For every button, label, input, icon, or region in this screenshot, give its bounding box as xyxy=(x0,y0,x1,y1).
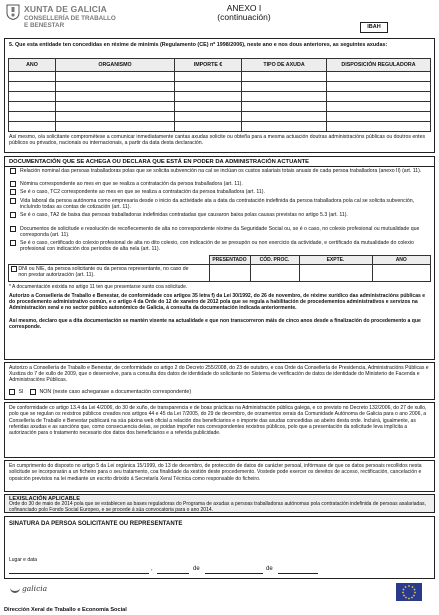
transparency-box xyxy=(4,402,435,458)
dni-item-text: DNI ou NIE, da persoa solicitante ou da persoa representante, no caso de non prestar autorización (art. 11). xyxy=(18,266,189,278)
doc-item[interactable]: Documentos de solicitude e resolución de recoñecemento de alta no correspondente réxime da Seguridade Social ou, se é o caso, no colexio profesional ou mutualidade que corresponda (art. 11). xyxy=(10,226,424,238)
table-row xyxy=(9,102,431,112)
consent-yes-checkbox[interactable] xyxy=(9,389,15,395)
doc-item-checkbox[interactable] xyxy=(10,198,16,204)
col-presented: PRESENTADO xyxy=(209,256,250,265)
place-field[interactable] xyxy=(9,563,149,574)
department-name: CONSELLERÍA DE TRABALLO E BENESTAR xyxy=(24,15,116,29)
table-row xyxy=(9,72,431,82)
day-field[interactable] xyxy=(157,563,189,574)
table-row xyxy=(9,112,431,122)
doc-item[interactable]: Relación nominal das persoas traballadoras polas que se solicita subvención na cal se inclúan os custos salariais totais anuais de cada persoa traballadora (anexo II) (art. 11). xyxy=(10,168,424,174)
date-separator: de xyxy=(193,566,200,572)
doc-item-checkbox[interactable] xyxy=(10,240,16,246)
date-separator: , xyxy=(151,566,153,572)
doc-item-checkbox[interactable] xyxy=(10,189,16,195)
doc-item[interactable]: Se é o caso, TA2 de baixa das persoas traballadoras indefinidas contratadas que causaron baixa polas causas previstas no artigo 5.3 (art. 11). xyxy=(10,212,424,218)
procedure-code: IBAH xyxy=(360,22,388,33)
section-5-text: 5. Que esta entidade ten concedidas en réxime de minimis (Regulamento (CE) nº 1998/2006), neste ano e nos dous anteriores, as seguintes axudas: xyxy=(9,42,388,48)
legislation-box xyxy=(4,494,435,513)
presented-docs-table xyxy=(8,255,431,282)
table-row xyxy=(9,82,431,92)
doc-item[interactable]: Se é o caso, TC2 correspondente ao mes en que se realiza a contratación da persoa traballadora (art. 11). xyxy=(10,189,424,195)
doc-item-checkbox[interactable] xyxy=(10,226,16,232)
col-year: ANO xyxy=(9,59,56,72)
section-5-note: Así mesmo, o/a solicitante comprométese a comunicar inmediatamente cantas axudas solicite ou obteña para a mesma actuación doutras administracións públicas ou doutros entes públicos ou privados, nacionais ou internacionais, a partir da data desta declaración. xyxy=(9,134,426,147)
doc-item[interactable]: Vida laboral da persoa autónoma como empresaria desde o inicio da actividade ata a data da contratación indefinida da persoa traballadora pola cal se solicita subvención, incluíndo todas as contas de cotización (art. 11). xyxy=(10,198,424,210)
table-row xyxy=(9,122,431,132)
galicia-brand-logo: galicia xyxy=(22,584,48,593)
doc-item-checkbox[interactable] xyxy=(10,181,16,187)
dni-checkbox[interactable] xyxy=(11,266,17,272)
legislation-heading: LEXISLACIÓN APLICABLE xyxy=(9,496,80,502)
minimis-table xyxy=(8,58,431,132)
documentation-declaration: Así mesmo, declaro que a dita documentación se mantén vixente na actualidade e que non transcorreron máis de cinco anos desde a finalización do procedemento a que corresponde. xyxy=(9,318,421,331)
doc-item[interactable]: Nómina correspondente ao mes en que se realiza a contratación da persoa traballadora (art. 11). xyxy=(10,181,424,187)
documentation-heading: DOCUMENTACIÓN QUE SE ACHEGA OU DECLARA QUE ESTÁ EN PODER DA ADMINISTRACIÓN ACTUANTE xyxy=(9,159,310,165)
documentation-footnote: * A documentación exixida no artigo 11 ten que presentarse xunto coa solicitude. xyxy=(9,284,188,290)
consent-yes-label: SI xyxy=(18,389,24,396)
doc-item-checkbox[interactable] xyxy=(10,212,16,218)
legislation-text: Orde do 30 de maio de 2014 pola que se establecen as bases reguladoras do Programa de axudas a persoas traballadoras autónomas pola contratación indefinida de persoas asalariadas, cofinanciado polo Fondo Social Europeo, e se procede á súa convocatoria para o ano 2014. xyxy=(9,501,426,513)
year-field[interactable] xyxy=(278,563,318,574)
consent-no-checkbox[interactable] xyxy=(30,389,36,395)
col-year: ANO xyxy=(372,256,431,265)
doc-item-checkbox[interactable] xyxy=(10,168,16,174)
documentation-authorization: Autorizo a Consellería de Traballo e Benestar, de conformidade cos artigos 35 letra f) da Lei 30/1992, do 26 de novembro, de réxime xurídico das administracións públicas e do procedemento administrativo común, e o artigo 4 da Orde do 12 de xaneiro de 2012 pola que se regula a habilitación de procedementos administrativos e servizos na Administración xeral e no sector público autonómico de Galicia, á consulta da documentación indicada anteriormente. xyxy=(9,293,426,312)
month-field[interactable] xyxy=(205,563,263,574)
annex-title: ANEXO I (continuación) xyxy=(217,3,271,22)
doc-item[interactable]: Se é o caso, certificado do colexio profesional de alta no dito colexio, con indicación de se presupón ou non exercicio da actividade, e certificado da mutualidade do colexio profesional con indicación dos períodos de alta nela (art. 11). xyxy=(10,240,424,252)
identity-consent-box xyxy=(4,362,435,400)
consent-no-label: NON (neste caso achegarase a documentación correspondente) xyxy=(39,389,192,396)
org-name: XUNTA DE GALICIA xyxy=(24,4,108,14)
galicia-shield-icon xyxy=(6,4,20,20)
col-amount: IMPORTE € xyxy=(175,59,242,72)
consent-options xyxy=(9,389,191,395)
documentation-box xyxy=(4,156,435,360)
identity-consent-text: Autorizo a Consellería de Traballo e Benestar, de conformidade co artigo 2 do Decreto 255/2008, do 23 de outubro, e coa Orde da Consellería de Presidencia, Administracións Públicas e Xustiza do 7 de xullo de 2009, que o desenvolve, para a consulta dos datos de identidade do solicitante no Sistema de verificación de datos de identidade do Ministerio de Facenda e Administracións Públicas. xyxy=(9,365,429,384)
table-row xyxy=(9,265,431,282)
col-proc-code: CÓD. PROC. xyxy=(250,256,299,265)
signature-box xyxy=(4,516,435,579)
footer-direction: Dirección Xeral de Traballo e Economía Social xyxy=(4,607,127,613)
col-regulation: DISPOSICIÓN REGULADORA xyxy=(327,59,431,72)
col-aid-type: TIPO DE AXUDA xyxy=(242,59,327,72)
transparency-text: De conformidade co artigo 13.4 da Lei 4/2006, do 30 de xuño, de transparencia e de boas prácticas na Administración pública galega, e co previsto no Decreto 132/2006, do 27 de xullo, polo que se regulan os rexistros públicos creados nos artigos 44 e 45 da Lei 7/2005, do 29 de decembro, de orzamentos xerais da Comunidade Autónoma de Galicia para o ano 2006, a Consellería de Traballo e Benestar publicará na súa páxina web oficial a relación dos beneficiarios e o importe das axudas concedidas ao abeiro desta orde. Incluirá, igualmente, as referidas axudas e as sancións que, como consecuencia delas, se poidan impoñer nos correspondentes rexistros públicos, polo que a presentación da solicitude leva implícita a autorización para o tratamento necesario dos datos dos beneficiarios e a referida publicidade. xyxy=(9,405,427,437)
data-protection-box xyxy=(4,460,435,492)
place-date-label: Lugar e data xyxy=(9,557,38,563)
footer xyxy=(4,583,435,615)
col-organism: ORGANISMO xyxy=(56,59,175,72)
form-header xyxy=(4,3,435,37)
section-5-box xyxy=(4,38,435,153)
galicia-wave-icon xyxy=(10,585,20,593)
date-separator: de xyxy=(266,566,273,572)
signature-heading: SINATURA DA PERSOA SOLICITANTE OU REPRESENTANTE xyxy=(9,521,183,527)
data-protection-text: En cumprimento do disposto no artigo 5 da Lei orgánica 15/1999, do 13 de decembro, de protección de datos de carácter persoal, infórmase de que os datos persoais recollidos nesta solicitude se incorporarán a un ficheiro para o seu tratamento, coa finalidade da xestión deste procedemento. Vostede pode exercer os dereitos de acceso, rectificación, cancelación e oposición previstos na lei mediante un escrito dirixido á Secretaría Xeral Técnica como responsable do ficheiro. xyxy=(9,463,422,482)
col-file: EXPTE. xyxy=(299,256,372,265)
form-page xyxy=(4,3,435,613)
table-row xyxy=(9,92,431,102)
eu-flag-icon xyxy=(396,583,422,601)
heading-divider xyxy=(5,166,434,167)
